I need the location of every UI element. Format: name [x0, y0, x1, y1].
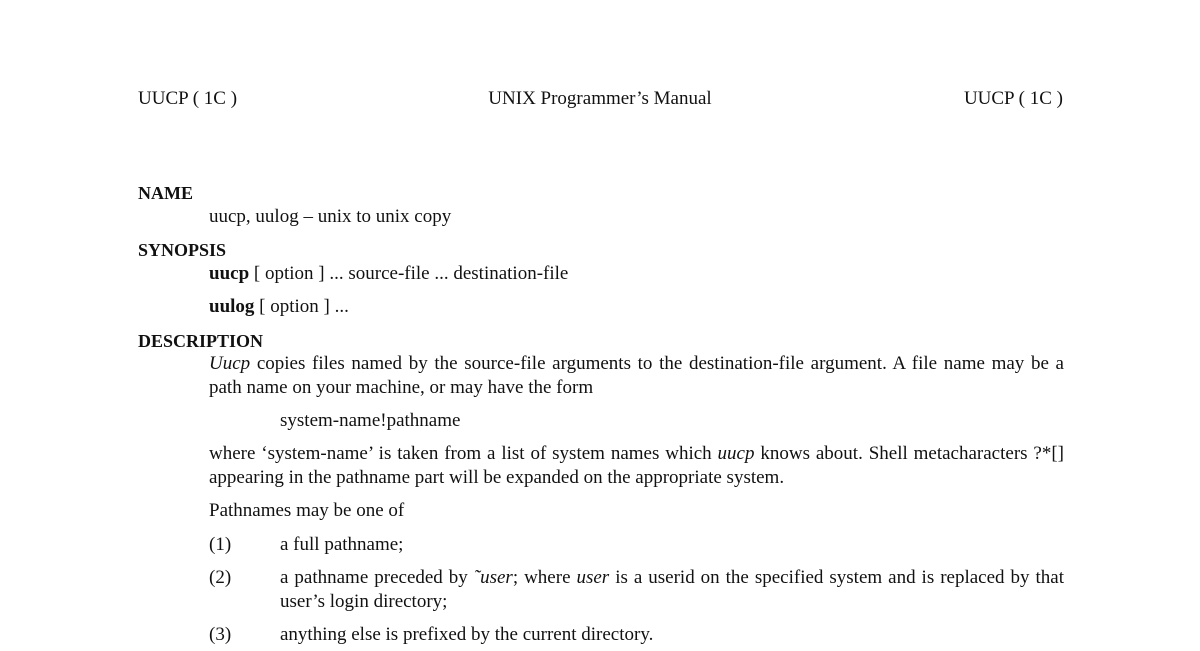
form-example: system-name!pathname: [280, 410, 461, 431]
item2-text-b: ; where: [512, 567, 577, 588]
description-p2-text-a: where ‘system-name’ is taken from a list of system names which: [209, 443, 718, 464]
name-description: uucp, uulog – unix to unix copy: [209, 206, 452, 227]
uucp-italic-2: uucp: [717, 443, 755, 464]
list-item-number: (1): [209, 534, 232, 555]
item2-text-c: is a userid on the specified system and is replaced by that user’s login directory;: [280, 567, 1064, 612]
header-right-title: UUCP ( 1C ): [963, 88, 1063, 109]
list-item-text: a full pathname;: [280, 534, 404, 555]
description-paragraph-2: [209, 442, 1064, 490]
synopsis-uulog-line: [209, 295, 349, 319]
header-left-title: UUCP ( 1C ): [138, 88, 238, 109]
description-p1-text: copies files named by the source-file arguments to the destination-file argument. A file name may be a path name on your machine, or may have the form: [209, 353, 1064, 398]
name-heading: NAME: [138, 183, 193, 203]
synopsis-uulog-args: [ option ] ...: [254, 296, 349, 317]
description-heading: DESCRIPTION: [138, 331, 264, 351]
description-p2-text-b: knows about. Shell metacharacters ?*[] appearing in the pathname part will be expanded on the appropriate system.: [209, 443, 1065, 488]
synopsis-uulog-command: uulog: [209, 296, 255, 317]
uucp-italic: Uucp: [209, 353, 251, 374]
list-item-text: [280, 566, 1064, 614]
item2-text-a: a pathname preceded by: [280, 567, 474, 588]
description-paragraph-3: Pathnames may be one of: [209, 500, 405, 521]
user-italic: user: [576, 567, 610, 588]
synopsis-uucp-args: [ option ] ... source-file ... destination-file: [249, 263, 569, 284]
list-item-text: anything else is prefixed by the current directory.: [280, 624, 654, 645]
list-item-number: (3): [209, 624, 232, 645]
synopsis-uucp-command: uucp: [209, 263, 250, 284]
list-item-number: (2): [209, 567, 232, 588]
header-center-title: UNIX Programmer’s Manual: [488, 88, 712, 109]
synopsis-heading: SYNOPSIS: [138, 240, 227, 260]
tilde-user-italic: ˜user: [473, 567, 513, 588]
description-paragraph-1: [209, 352, 1064, 400]
synopsis-uucp-line: [209, 262, 568, 286]
